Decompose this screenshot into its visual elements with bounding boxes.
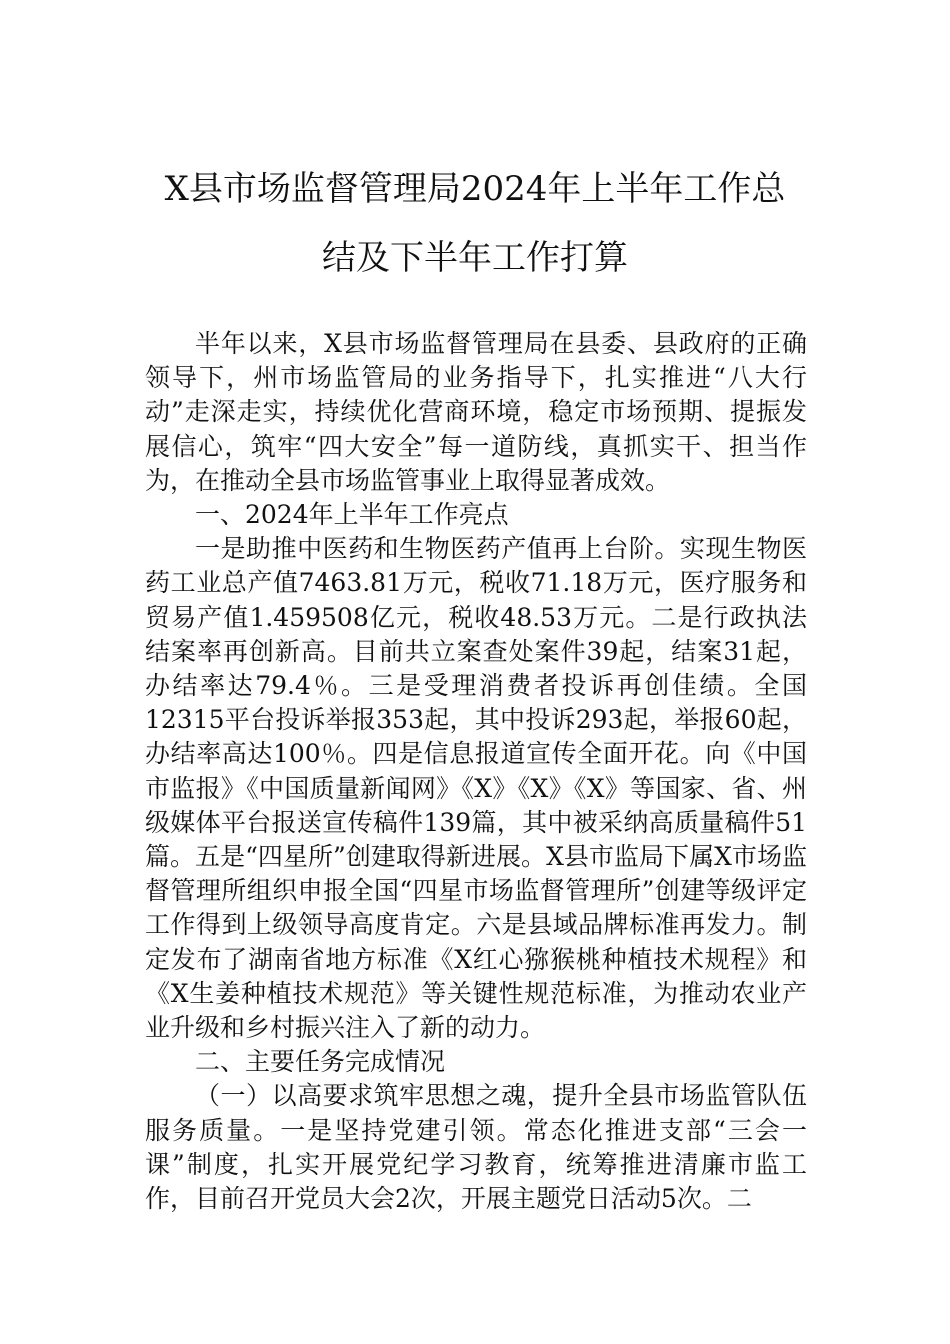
document-title-line-2: 结及下半年工作打算	[322, 238, 628, 278]
section-heading-1: 一、2024年上半年工作亮点	[195, 500, 509, 530]
tasks-paragraph: （一）以高要求筑牢思想之魂，提升全县市场监管队伍服务质量。一是坚持党建引领。常态化推进支部“三会一课”制度，扎实开展党纪学习教育，统筹推进清廉市监工作，目前召开党员大会2次，开展主题党日活动5次。二	[145, 1081, 807, 1214]
intro-paragraph: 半年以来，X县市场监督管理局在县委、县政府的正确领导下，州市场监管局的业务指导下，扎实推进“八大行动”走深走实，持续优化营商环境，稳定市场预期、提振发展信心，筑牢“四大安全”每一道防线，真抓实干、担当作为，在推动全县市场监管事业上取得显著成效。	[145, 329, 807, 495]
highlights-paragraph: 一是助推中医药和生物医药产值再上台阶。实现生物医药工业总产值7463.81万元，税收71.18万元，医疗服务和贸易产值1.459508亿元，税收48.53万元。二是行政执法结案率再创新高。目前共立案查处案件39起，结案31起，办结率达79.4％。三是受理消费者投诉再创佳绩。全国12315平台投诉举报353起，其中投诉293起，举报60起，办结率高达100％。四是信息报道宣传全面开花。向《中国市监报》《中国质量新闻网》《X》《X》《X》等国家、省、州级媒体平台报送宣传稿件139篇，其中被采纳高质量稿件51篇。五是“四星所”创建取得新进展。X县市监局下属X市场监督管理所组织申报全国“四星市场监督管理所”创建等级评定工作得到上级领导高度肯定。六是县域品牌标准再发力。制定发布了湖南省地方标准《X红心猕猴桃种植技术规程》和《X生姜种植技术规范》等关键性规范标准，为推动农业产业升级和乡村振兴注入了新的动力。	[145, 534, 807, 1043]
document-title-line-1: X县市场监督管理局2024年上半年工作总	[164, 169, 786, 209]
document-body	[145, 327, 807, 1216]
section-heading-2: 二、主要任务完成情况	[195, 1047, 446, 1077]
